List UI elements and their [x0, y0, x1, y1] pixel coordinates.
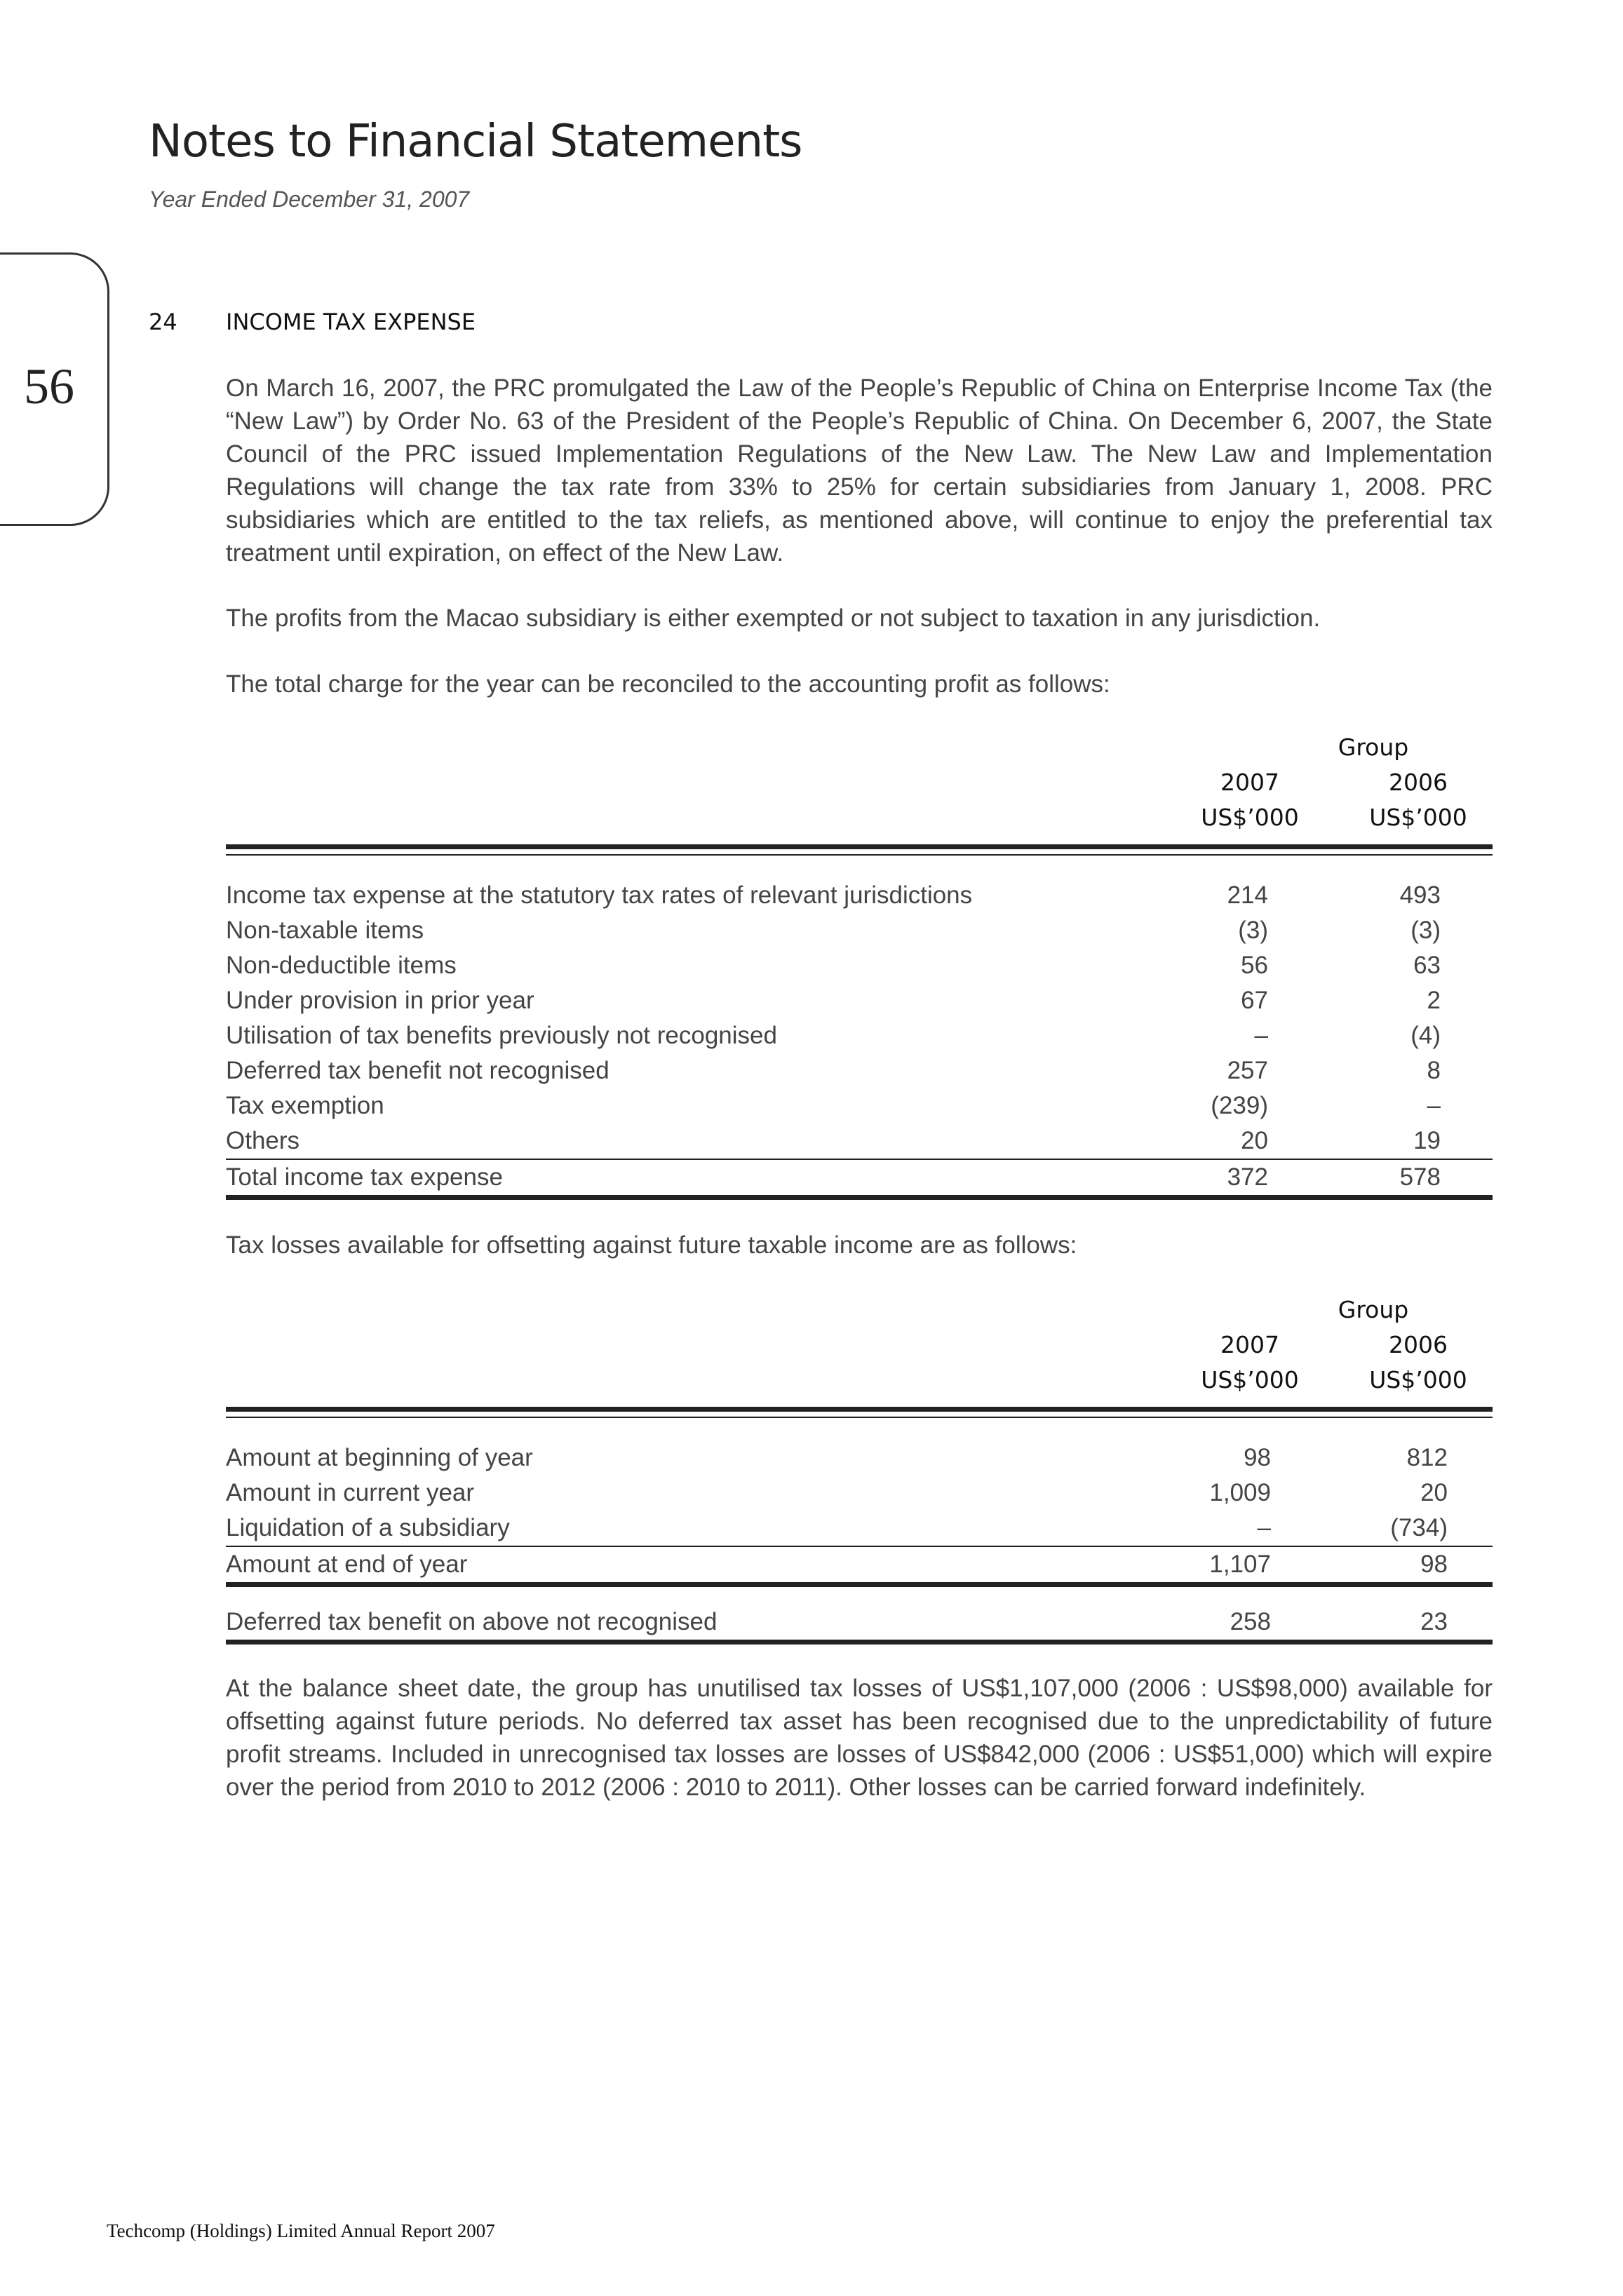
paragraph-tax-losses-intro: Tax losses available for offsetting against future taxable income are as follows: — [226, 1231, 1077, 1259]
section-number: 24 — [149, 309, 177, 335]
col-2007-year: 2007 — [1220, 1331, 1279, 1358]
total-row: Total income tax expense 372 578 — [226, 1163, 1441, 1191]
header-rule-thin — [226, 854, 1493, 856]
page-number: 56 — [24, 358, 74, 414]
col-2007-year: 2007 — [1220, 769, 1279, 796]
group-header: Group — [1338, 734, 1409, 761]
col-2007-unit: US$’000 — [1201, 1366, 1299, 1393]
table-row: Income tax expense at the statutory tax rates of relevant jurisdictions 214 493 — [226, 882, 1441, 909]
table-row: Non-taxable items (3) (3) — [226, 917, 1441, 944]
footer-report-name: Techcomp (Holdings) Limited Annual Report 2007 — [107, 2220, 495, 2241]
total-rule-thick — [226, 1582, 1493, 1587]
paragraph-new-law: On March 16, 2007, the PRC promulgated the Law of the People’s Republic of China on Enterprise Income Tax (the “New Law”) by Order No. 63 of the President of the People’s Republic of China. On December 6, 2007, the State Council of the PRC issued Implementation Regulations of the New Law. The New Law and Implementation Regulations will change the tax rate from 33% to 25% for certain subsidiaries from January 1, 2008. PRC subsidiaries which are entitled to the tax reliefs, as mentioned above, will continue to enjoy the preferential tax treatment until expiration, on effect of the New Law. — [226, 374, 1493, 567]
table-row: Deferred tax benefit on above not recognised 258 23 — [226, 1608, 1448, 1635]
table-row: Amount in current year 1,009 20 — [226, 1479, 1448, 1506]
page-title: Notes to Financial Statements — [149, 116, 802, 168]
col-2006-unit: US$’000 — [1369, 804, 1467, 831]
table-row: Utilisation of tax benefits previously not recognised – (4) — [226, 1022, 1441, 1049]
col-2006-unit: US$’000 — [1369, 1366, 1467, 1393]
table-row: Deferred tax benefit not recognised 257 8 — [226, 1057, 1441, 1084]
table-row: Others 20 19 — [226, 1127, 1441, 1154]
total-rule-thick — [226, 1195, 1493, 1200]
paragraph-reconciliation-intro: The total charge for the year can be reconciled to the accounting profit as follows: — [226, 670, 1110, 698]
header-rule-thick — [226, 844, 1493, 849]
paragraph-macao: The profits from the Macao subsidiary is either exempted or not subject to taxation in any jurisdiction. — [226, 605, 1321, 632]
col-2006-year: 2006 — [1389, 769, 1448, 796]
total-row: Amount at end of year 1,107 98 — [226, 1551, 1448, 1578]
table-row: Tax exemption (239) – — [226, 1092, 1441, 1119]
section-title: INCOME TAX EXPENSE — [226, 309, 476, 335]
paragraph-balance-sheet: At the balance sheet date, the group has unutilised tax losses of US$1,107,000 (2006 : US$98,000) available for offsetting against future periods. No deferred tax asset has been recognised due to the unpredictability of future profit streams. Included in unrecognised tax losses are losses of US$842,000 (2006 : US$51,000) which will expire over the period from 2010 to 2012 (2006 : 2010 to 2011). Other losses can be carried forward indefinitely. — [226, 1675, 1493, 1801]
table-row: Under provision in prior year 67 2 — [226, 987, 1441, 1014]
tax-losses-table — [226, 1296, 1493, 1647]
deferred-rule-thick — [226, 1640, 1493, 1645]
table-row: Liquidation of a subsidiary – (734) — [226, 1514, 1448, 1541]
header-rule-thin — [226, 1417, 1493, 1418]
page-subtitle: Year Ended December 31, 2007 — [149, 187, 470, 212]
table-row: Amount at beginning of year 98 812 — [226, 1444, 1448, 1471]
table-row: Non-deductible items 56 63 — [226, 952, 1441, 979]
col-2006-year: 2006 — [1389, 1331, 1448, 1358]
col-2007-unit: US$’000 — [1201, 804, 1299, 831]
group-header: Group — [1338, 1296, 1409, 1323]
tax-reconciliation-table — [226, 734, 1493, 1210]
header-rule-thick — [226, 1407, 1493, 1412]
